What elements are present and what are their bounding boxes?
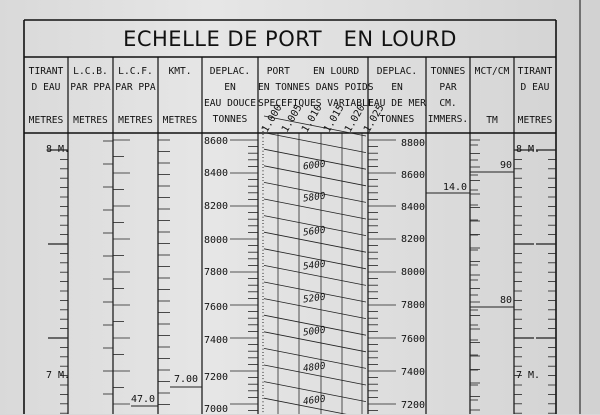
deplac-douce-value: 7600 bbox=[204, 302, 229, 313]
deplac-douce-value: 7400 bbox=[204, 335, 229, 346]
header-lcf-line2: PAR PPA bbox=[115, 82, 156, 93]
density-label: 1.015 bbox=[322, 102, 347, 135]
header-tirant-left-unit: METRES bbox=[28, 115, 64, 126]
header-lcb-unit: METRES bbox=[73, 115, 108, 126]
deplac-mer-value: 8800 bbox=[401, 138, 426, 149]
header-lcf bbox=[113, 64, 158, 126]
lcb-marker-value: 47.0 bbox=[131, 394, 156, 405]
port-value: 5600 bbox=[302, 224, 327, 239]
density-label: 1.025 bbox=[362, 102, 387, 135]
port-value: 6000 bbox=[302, 158, 327, 173]
header-port-line2: EN TONNES DANS POIDS bbox=[258, 82, 374, 93]
header-tirant-right-line1: TIRANT bbox=[517, 66, 553, 77]
header-kmt-unit: METRES bbox=[162, 115, 198, 126]
deplac-douce-value: 7800 bbox=[204, 267, 229, 278]
header-deplac-douce-line3: EAU DOUCE bbox=[204, 98, 256, 109]
header-mct bbox=[470, 64, 514, 126]
deplac-mer-value: 8000 bbox=[401, 267, 426, 278]
port-value: 5200 bbox=[302, 291, 327, 306]
deplac-douce-value: 8200 bbox=[204, 201, 229, 212]
kmt-marker-value: 7.00 bbox=[174, 374, 199, 385]
port-value: 5000 bbox=[302, 324, 327, 339]
deplac-mer-value: 7200 bbox=[401, 400, 426, 411]
header-tirant-left-line2: D EAU bbox=[31, 82, 61, 93]
deplac-douce-value: 8600 bbox=[204, 136, 229, 147]
deplac-mer-value: 8200 bbox=[401, 234, 426, 245]
deplac-mer-value: 8600 bbox=[401, 170, 426, 181]
port-value: 4600 bbox=[302, 393, 327, 408]
density-label: 1.005 bbox=[280, 102, 305, 135]
port-value: 5800 bbox=[302, 190, 327, 205]
header-mct-line1: MCT/CM bbox=[474, 66, 510, 77]
header-deplac-mer-unit: TONNES bbox=[379, 114, 415, 125]
page-title: ECHELLE DE PORT EN LOURD bbox=[123, 27, 457, 51]
header-kmt bbox=[158, 64, 202, 126]
header-mct-unit: TM bbox=[486, 115, 498, 126]
header-deplac-mer-line3: EAU DE MER bbox=[368, 98, 426, 109]
deplac-mer-value: 8400 bbox=[401, 202, 426, 213]
header-deplac-douce-line2: EN bbox=[224, 82, 236, 93]
header-lcb-line1: L.C.B. bbox=[73, 66, 108, 77]
header-deplac-douce bbox=[202, 64, 258, 128]
density-label: 1.010 bbox=[300, 102, 325, 135]
header-tirant-right-line2: D EAU bbox=[520, 82, 550, 93]
header-tonnes-line1: TONNES bbox=[430, 66, 466, 77]
draft-label-right-7m: 7 M. bbox=[516, 370, 541, 381]
header-deplac-douce-line1: DEPLAC. bbox=[209, 66, 251, 77]
header-tirant-left bbox=[24, 64, 68, 126]
header-kmt-line1: KMT. bbox=[168, 66, 192, 77]
header-lcb bbox=[68, 64, 113, 126]
header-deplac-douce-unit: TONNES bbox=[212, 114, 248, 125]
deplac-douce-value: 7000 bbox=[204, 404, 229, 415]
mct-marker-90: 90 bbox=[500, 160, 513, 171]
draft-label-left-8m: 8 M. bbox=[46, 144, 71, 155]
header-deplac-mer-line1: DEPLAC. bbox=[376, 66, 418, 77]
deplac-douce-value: 8000 bbox=[204, 235, 229, 246]
header-tirant-right-unit: METRES bbox=[517, 115, 553, 126]
deplac-douce-value: 8400 bbox=[204, 168, 229, 179]
header-lcf-line1: L.C.F. bbox=[118, 66, 153, 77]
deplac-mer-value: 7400 bbox=[401, 367, 426, 378]
header-tonnes-line2: PAR bbox=[439, 82, 457, 93]
header-lcf-unit: METRES bbox=[118, 115, 153, 126]
draft-label-right-8m: 8 M. bbox=[516, 144, 541, 155]
deplac-mer-value: 7800 bbox=[401, 300, 426, 311]
density-label: 1.000 bbox=[260, 102, 285, 135]
header-tirant-right bbox=[514, 64, 556, 126]
tpc-marker-value: 14.0 bbox=[443, 182, 468, 193]
deplac-mer-value: 7600 bbox=[401, 334, 426, 345]
header-tonnes-line3: CM. bbox=[439, 98, 457, 109]
header-port-line1: PORT EN LOURD bbox=[266, 66, 360, 77]
header-tirant-left-line1: TIRANT bbox=[28, 66, 64, 77]
port-diagonal bbox=[264, 133, 366, 153]
port-value: 4800 bbox=[302, 360, 327, 375]
header-tonnes-par-cm bbox=[426, 64, 470, 128]
deplac-douce-value: 7200 bbox=[204, 372, 229, 383]
port-value: 5400 bbox=[302, 258, 327, 273]
header-port-line3: SPECEFIQUES VARIABLE bbox=[258, 98, 374, 109]
header-tonnes-line4: IMMERS. bbox=[427, 114, 469, 125]
density-label: 1.020 bbox=[343, 102, 368, 135]
draft-label-left-7m: 7 M. bbox=[46, 370, 71, 381]
header-deplac-mer-line2: EN bbox=[391, 82, 403, 93]
header-lcb-line2: PAR PPA bbox=[70, 82, 111, 93]
mct-marker-80: 80 bbox=[500, 295, 513, 306]
